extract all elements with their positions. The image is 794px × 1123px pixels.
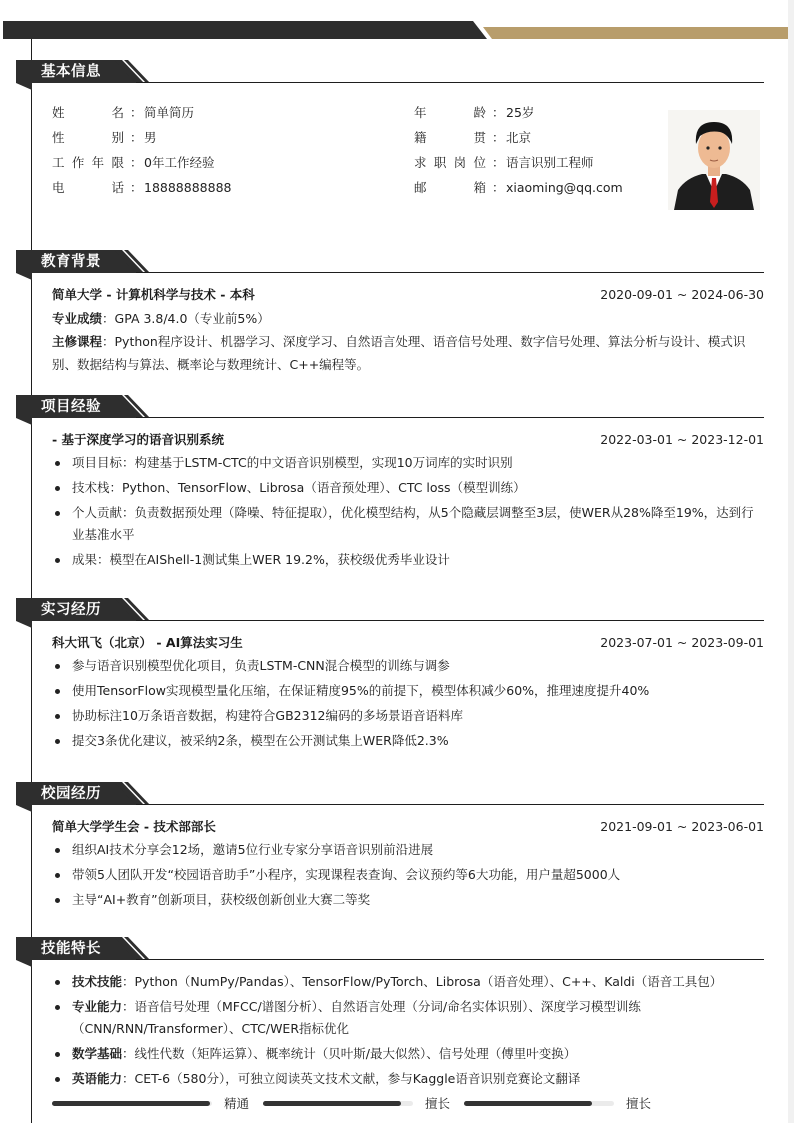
section-divider	[136, 804, 764, 805]
info-label-char: 龄	[473, 105, 486, 120]
section-skills	[16, 937, 764, 1113]
info-label	[414, 100, 492, 125]
section-title: 校园经历	[41, 786, 101, 802]
info-colon: ：	[130, 105, 143, 120]
info-value: 语言识别工程师	[506, 155, 594, 170]
info-value: 男	[144, 130, 157, 145]
info-colon: ：	[492, 180, 505, 195]
education-entry-header	[52, 282, 764, 307]
basic-info-right	[414, 100, 623, 200]
skill-value: ：Python（NumPy/Pandas）、TensorFlow/PyTorch、Librosa（语音处理）、C++、Kaldi（语音工具包）	[122, 974, 723, 989]
info-value: 0年工作经验	[144, 155, 215, 170]
info-label-char: 岗	[453, 155, 467, 170]
info-label-char: 名	[111, 105, 124, 120]
section-education	[16, 250, 764, 376]
info-colon: ：	[492, 155, 505, 170]
info-label-char: 话	[111, 180, 124, 195]
skill-value: ：线性代数（矩阵运算）、概率统计（贝叶斯/最大似然）、信号处理（傅里叶变换）	[122, 1046, 577, 1061]
project-title: - 基于深度学习的语音识别系统	[52, 432, 225, 447]
skill-progress-fill	[464, 1101, 592, 1106]
info-label	[52, 175, 130, 200]
company-role: 科大讯飞（北京） - AI算法实习生	[52, 635, 243, 650]
info-label	[414, 150, 492, 175]
section-tag-flap	[16, 960, 32, 967]
section-divider	[136, 82, 764, 83]
info-value: 简单简历	[144, 105, 195, 120]
internship-entry-header	[52, 630, 764, 655]
skill-progress-fill	[52, 1101, 210, 1106]
info-value: 25岁	[506, 105, 535, 120]
skill-value: ：CET-6（580分），可独立阅读英文技术文献，参与Kaggle语音识别竞赛论文翻译	[122, 1071, 581, 1086]
info-row	[414, 125, 623, 150]
section-divider	[136, 620, 764, 621]
info-label	[52, 125, 130, 150]
info-row	[52, 175, 231, 200]
internship-body	[16, 630, 764, 752]
campus-entry-header	[52, 814, 764, 839]
gpa-label: 专业成绩	[52, 311, 103, 326]
info-label	[52, 100, 130, 125]
list-item: 带领5人团队开发“校园语音助手”小程序，实现课程表查询、会议预约等6大功能，用户量超5000人	[52, 864, 764, 886]
list-item: 参与语音识别模型优化项目，负责LSTM-CNN混合模型的训练与调参	[52, 655, 764, 677]
list-item	[52, 971, 764, 993]
info-label-char: 工	[52, 155, 65, 170]
info-value: 18888888888	[144, 180, 232, 195]
courses-label: 主修课程	[52, 334, 103, 349]
info-label-char: 职	[433, 155, 447, 170]
info-label-char: 限	[111, 155, 124, 170]
list-item: 提交3条优化建议，被采纳2条，模型在公开测试集上WER降低2.3%	[52, 730, 764, 752]
gpa-line	[52, 307, 764, 330]
info-label-char: 作	[71, 155, 85, 170]
info-value: xiaoming@qq.com	[506, 180, 623, 195]
info-label	[414, 175, 492, 200]
info-label-char: 年	[91, 155, 105, 170]
organization-role: 简单大学学生会 - 技术部部长	[52, 819, 216, 834]
section-divider	[136, 417, 764, 418]
section-internship	[16, 598, 764, 755]
campus-bullets	[52, 839, 764, 911]
skill-progress-bar	[263, 1101, 413, 1106]
avatar	[668, 110, 760, 210]
list-item: 协助标注10万条语音数据，构建符合GB2312编码的多场景语音语料库	[52, 705, 764, 727]
header-dark-band	[3, 21, 487, 39]
section-title: 实习经历	[41, 602, 101, 618]
section-project	[16, 395, 764, 574]
info-label-char: 箱	[473, 180, 486, 195]
stripes-icon	[112, 250, 154, 273]
info-value: 北京	[506, 130, 532, 145]
section-tag-flap	[16, 418, 32, 425]
info-row	[414, 150, 623, 175]
stripes-icon	[112, 395, 154, 418]
info-label-char: 姓	[52, 105, 65, 120]
info-label	[414, 125, 492, 150]
list-item: 使用TensorFlow实现模型量化压缩，在保证精度95%的前提下，模型体积减少60%，推理速度提升40%	[52, 680, 764, 702]
info-label-char: 年	[414, 105, 427, 120]
list-item	[52, 1043, 764, 1065]
info-label-char: 电	[52, 180, 65, 195]
project-date: 2022-03-01 ~ 2023-12-01	[600, 432, 764, 447]
section-tag-flap	[16, 83, 32, 90]
education-date: 2020-09-01 ~ 2024-06-30	[600, 287, 764, 302]
skill-label: 专业能力	[72, 999, 123, 1014]
basic-info-left	[52, 100, 231, 200]
info-label-char: 贯	[473, 130, 486, 145]
skill-progress-bar	[52, 1101, 212, 1106]
skill-level-label: 精通	[224, 1096, 250, 1111]
campus-body	[16, 814, 764, 911]
section-header	[16, 60, 764, 92]
skill-value: ：语音信号处理（MFCC/谱图分析）、自然语言处理（分词/命名实体识别）、深度学习模型训练（CNN/RNN/Transformer）、CTC/WER指标优化	[72, 999, 641, 1036]
section-title: 技能特长	[41, 941, 101, 957]
info-label	[52, 150, 130, 175]
info-label-char: 邮	[414, 180, 427, 195]
skill-level-bars	[52, 1093, 764, 1113]
section-header	[16, 598, 764, 630]
section-title: 基本信息	[41, 64, 101, 80]
courses-value: ：Python程序设计、机器学习、深度学习、自然语言处理、语音信号处理、数字信号处理、算法分析与设计、模式识别、数据结构与算法、概率论与数理统计、C++编程等。	[52, 334, 746, 372]
info-label-char: 性	[52, 130, 65, 145]
section-divider	[136, 959, 764, 960]
stripes-icon	[112, 937, 154, 960]
list-item: 组织AI技术分享会12场，邀请5位行业专家分享语音识别前沿进展	[52, 839, 764, 861]
skill-level-label: 擅长	[626, 1096, 652, 1111]
section-title: 教育背景	[41, 254, 101, 270]
section-tag-flap	[16, 621, 32, 628]
project-body	[16, 427, 764, 571]
info-row	[52, 100, 231, 125]
project-bullets	[52, 452, 764, 571]
project-entry-header	[52, 427, 764, 452]
section-title: 项目经验	[41, 399, 101, 415]
list-item: 个人贡献：负责数据预处理（降噪、特征提取），优化模型结构，从5个隐藏层调整至3层，使WER从28%降至19%，达到行业基准水平	[52, 502, 764, 546]
basic-info-grid	[16, 92, 764, 212]
info-label-char: 求	[414, 155, 427, 170]
stripes-icon	[112, 598, 154, 621]
header-gold-band	[483, 27, 788, 39]
list-item	[52, 1068, 764, 1090]
page-edge	[788, 0, 794, 1123]
stripes-icon	[112, 60, 154, 83]
list-item: 成果：模型在AIShell-1测试集上WER 19.2%，获校级优秀毕业设计	[52, 549, 764, 571]
school-major-degree: 简单大学 - 计算机科学与技术 - 本科	[52, 287, 255, 302]
list-item: 技术栈：Python、TensorFlow、Librosa（语音预处理）、CTC loss（模型训练）	[52, 477, 764, 499]
campus-date: 2021-09-01 ~ 2023-06-01	[600, 819, 764, 834]
courses-line	[52, 330, 764, 376]
section-header	[16, 937, 764, 969]
section-campus	[16, 782, 764, 914]
skill-label: 英语能力	[72, 1071, 123, 1086]
info-label-char: 籍	[414, 130, 427, 145]
skill-label: 数学基础	[72, 1046, 123, 1061]
skill-label: 技术技能	[72, 974, 123, 989]
info-colon: ：	[130, 155, 143, 170]
stripes-icon	[112, 782, 154, 805]
info-row	[414, 100, 623, 125]
info-row	[52, 150, 231, 175]
section-header	[16, 782, 764, 814]
info-colon: ：	[492, 105, 505, 120]
section-basic-info	[16, 60, 764, 212]
info-row	[52, 125, 231, 150]
skill-level-label: 擅长	[425, 1096, 451, 1111]
section-header	[16, 250, 764, 282]
section-tag-flap	[16, 273, 32, 280]
info-colon: ：	[130, 130, 143, 145]
avatar-portrait-icon	[668, 110, 760, 210]
info-label-char: 别	[111, 130, 124, 145]
education-body	[16, 282, 764, 376]
internship-date: 2023-07-01 ~ 2023-09-01	[600, 635, 764, 650]
skill-progress-fill	[263, 1101, 401, 1106]
skill-progress-bar	[464, 1101, 614, 1106]
info-label-char: 位	[473, 155, 486, 170]
internship-bullets	[52, 655, 764, 752]
section-tag-flap	[16, 805, 32, 812]
info-colon: ：	[492, 130, 505, 145]
skills-bullets	[52, 971, 764, 1090]
section-divider	[136, 272, 764, 273]
list-item: 项目目标：构建基于LSTM-CTC的中文语音识别模型，实现10万词库的实时识别	[52, 452, 764, 474]
section-header	[16, 395, 764, 427]
info-colon: ：	[130, 180, 143, 195]
gpa-value: ：GPA 3.8/4.0（专业前5%）	[102, 311, 270, 326]
info-row	[414, 175, 623, 200]
list-item: 主导“AI+教育”创新项目，获校级创新创业大赛二等奖	[52, 889, 764, 911]
skills-body	[16, 971, 764, 1113]
list-item	[52, 996, 764, 1040]
